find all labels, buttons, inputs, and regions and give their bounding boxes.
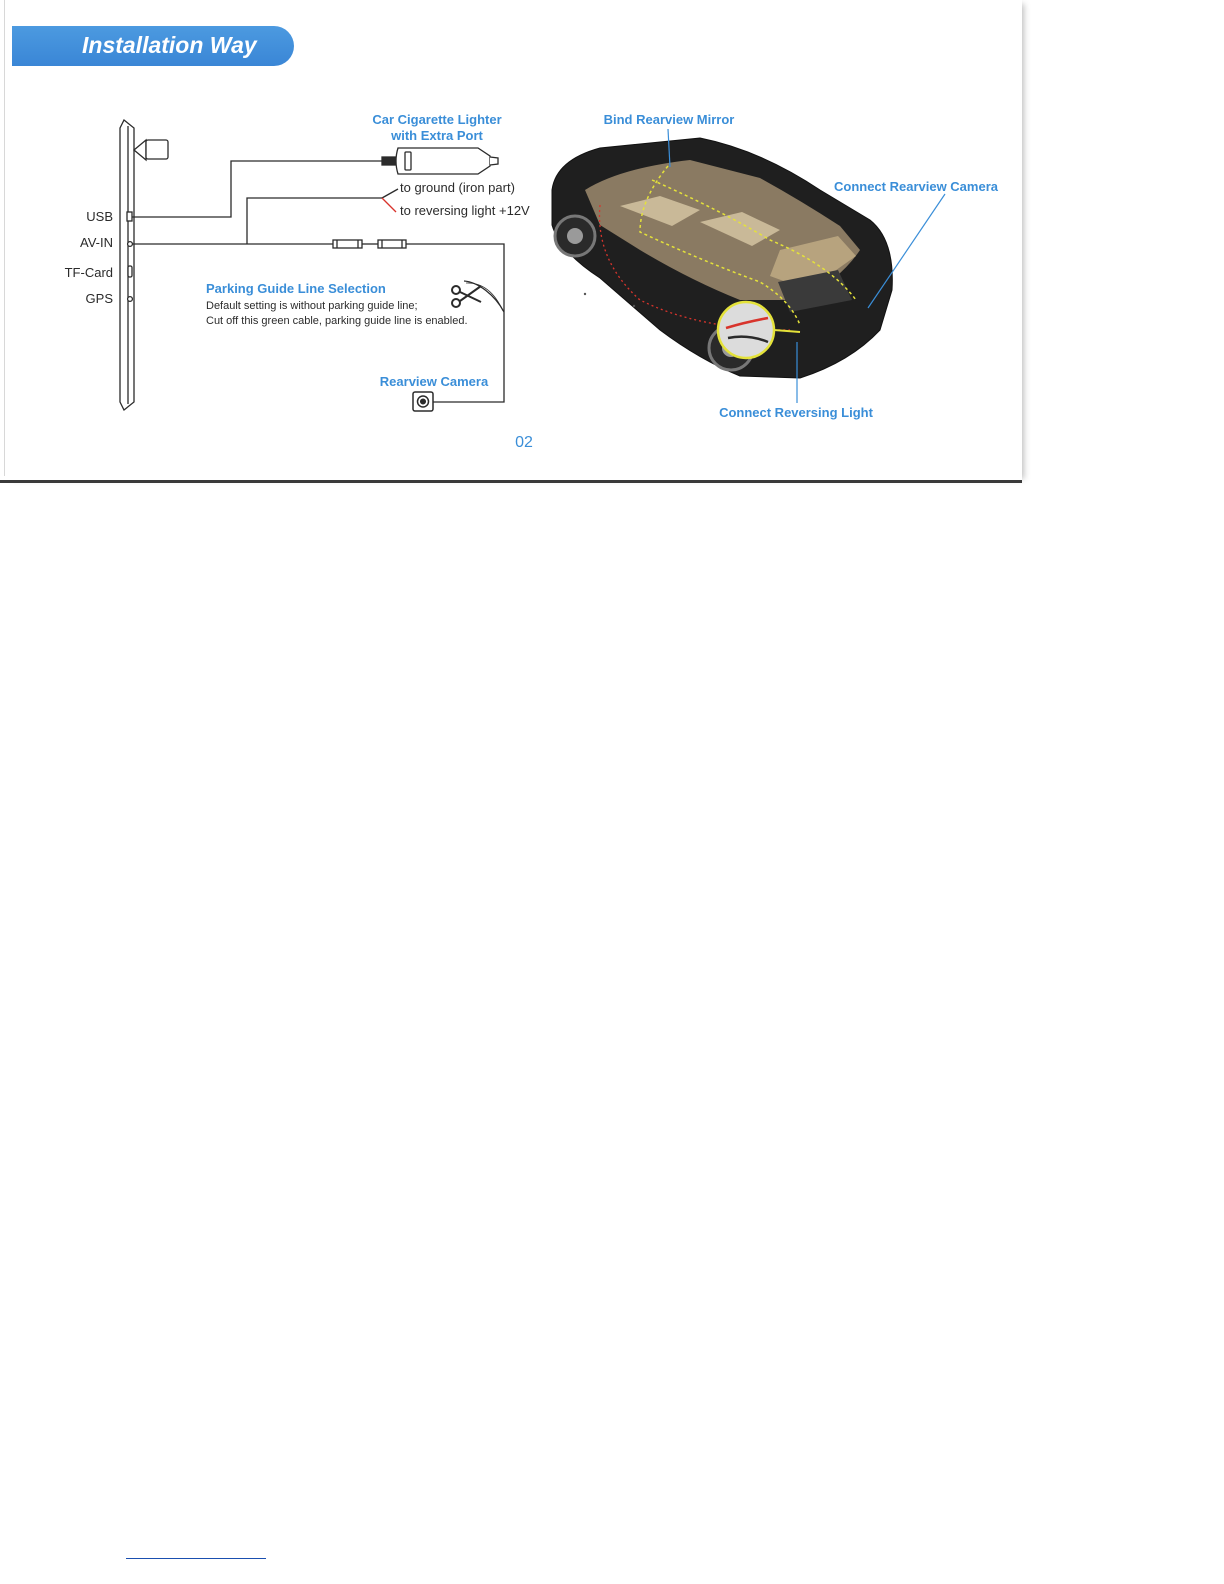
page-number: 02 [515, 434, 533, 451]
rearview-camera-label: Rearview Camera [379, 374, 489, 389]
rearview-camera-icon [413, 392, 433, 411]
scan-speck [584, 293, 586, 295]
cigarette-lighter-label-line1: Car Cigarette Lighter [372, 112, 502, 127]
scissors-handle [452, 286, 460, 294]
reversing-power-wire [247, 198, 382, 244]
ground-lead [382, 189, 398, 198]
reversing-light-wire-label: to reversing light +12V [400, 203, 530, 218]
camera-lens-inner [421, 399, 426, 404]
port-label-avin: AV-IN [80, 235, 113, 250]
connect-reversing-label: Connect Reversing Light [719, 405, 873, 420]
scissors-handle [452, 299, 460, 307]
port-label-usb: USB [86, 209, 113, 224]
installation-diagram [0, 0, 1022, 480]
scan-speck [633, 305, 635, 307]
port-label-tfcard: TF-Card [64, 265, 113, 280]
scissors-icon [452, 283, 503, 311]
usb-power-wire [132, 161, 390, 217]
parking-guide-line1: Default setting is without parking guide line; [206, 300, 418, 312]
port-label-gps: GPS [85, 291, 113, 306]
footer-rule [126, 1558, 266, 1559]
avin-port-icon [128, 242, 133, 247]
ground-label: to ground (iron part) [400, 180, 515, 195]
connect-camera-label: Connect Rearview Camera [833, 179, 999, 194]
parking-guide-line2: Cut off this green cable, parking guide line is enabled. [206, 315, 468, 327]
connection-magnifier [718, 302, 774, 358]
cigarette-lighter-plug [382, 148, 498, 174]
cigarette-lighter-label-line2: with Extra Port [391, 128, 483, 143]
red-lead [382, 198, 396, 212]
gps-port-icon [128, 297, 133, 302]
manual-page [0, 0, 1022, 483]
car-illustration [552, 138, 892, 378]
front-hub [567, 228, 583, 244]
mirror-mount-arm [134, 140, 146, 160]
mirror-body [120, 120, 134, 410]
usb-port-icon [127, 212, 132, 221]
mirror-mount-cup [146, 140, 168, 159]
plug-tip [490, 157, 498, 165]
bind-mirror-label: Bind Rearview Mirror [603, 112, 735, 127]
section-title: Installation Way [82, 32, 257, 58]
tfcard-slot-icon [128, 266, 132, 277]
extra-port-icon [405, 152, 411, 170]
mirror-device [120, 120, 168, 410]
parking-guide-title: Parking Guide Line Selection [206, 281, 386, 296]
